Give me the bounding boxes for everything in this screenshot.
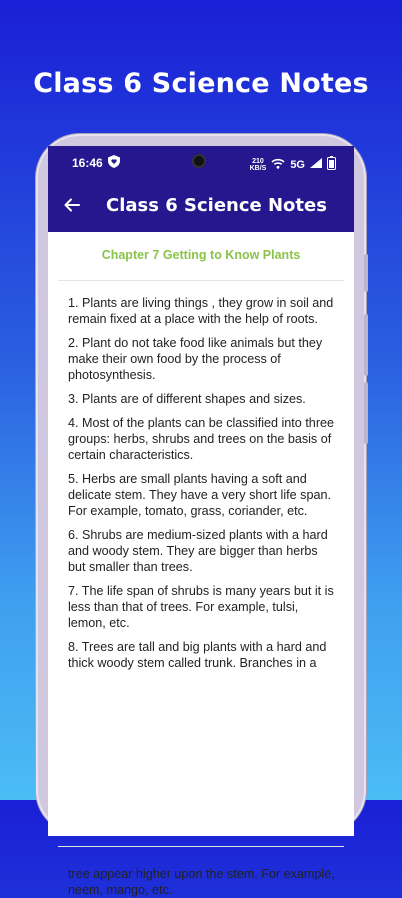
- note-item: 6. Shrubs are medium-sized plants with a hard and woody stem. They are bigger than herbs but smaller than trees.: [68, 528, 328, 574]
- phone-frame: [36, 134, 366, 897]
- front-camera: [192, 154, 206, 168]
- signal-icon: [310, 158, 322, 171]
- status-indicators: [250, 156, 336, 173]
- status-bar: [48, 146, 354, 180]
- network-speed: [250, 158, 267, 172]
- network-speed-value: 210: [252, 157, 264, 165]
- shield-heart-icon: [108, 155, 120, 171]
- wifi-icon: [271, 158, 285, 172]
- note-item: 8. Trees are tall and big plants with a hard and thick woody stem called trunk. Branches in a: [68, 640, 327, 670]
- status-time: 16:46: [72, 156, 103, 170]
- promo-title: Class 6 Science Notes: [33, 68, 369, 99]
- network-type: 5G: [290, 158, 305, 171]
- phone-side-button: [364, 314, 368, 376]
- note-item: 2. Plant do not take food like animals but they make their own food by the process of photosynthesis.: [68, 336, 323, 382]
- chapter-title: Chapter 7 Getting to Know Plants: [101, 248, 301, 262]
- note-item: 1. Plants are living things , they grow in soil and remain fixed at a place with the help of roots.: [68, 296, 334, 326]
- divider: [58, 846, 344, 847]
- notes-content[interactable]: [48, 232, 354, 897]
- divider: [58, 280, 344, 281]
- note-item: 5. Herbs are small plants having a soft and delicate stem. They have a very short life span. For example, tomato, grass, coriander, etc.: [68, 472, 331, 518]
- notes-list: [68, 295, 336, 679]
- note-item: 4. Most of the plants can be classified into three groups: herbs, shrubs and trees on the basis of certain characteristics.: [68, 416, 335, 462]
- phone-side-button: [364, 382, 368, 444]
- note-item: 3. Plants are of different shapes and sizes.: [68, 392, 306, 406]
- note-continuation: tree appear higher upon the stem. For example, neem, mango, etc.: [68, 867, 335, 897]
- app-bar: [48, 180, 354, 232]
- note-item: 7. The life span of shrubs is many years but it is less than that of trees. For example, tulsi, lemon, etc.: [68, 584, 334, 630]
- battery-icon: [327, 156, 336, 173]
- phone-screen: [48, 146, 354, 897]
- phone-side-button: [364, 254, 368, 292]
- network-speed-unit: KB/S: [249, 164, 267, 172]
- back-arrow-icon[interactable]: [60, 193, 84, 217]
- app-bar-title: Class 6 Science Notes: [106, 195, 327, 216]
